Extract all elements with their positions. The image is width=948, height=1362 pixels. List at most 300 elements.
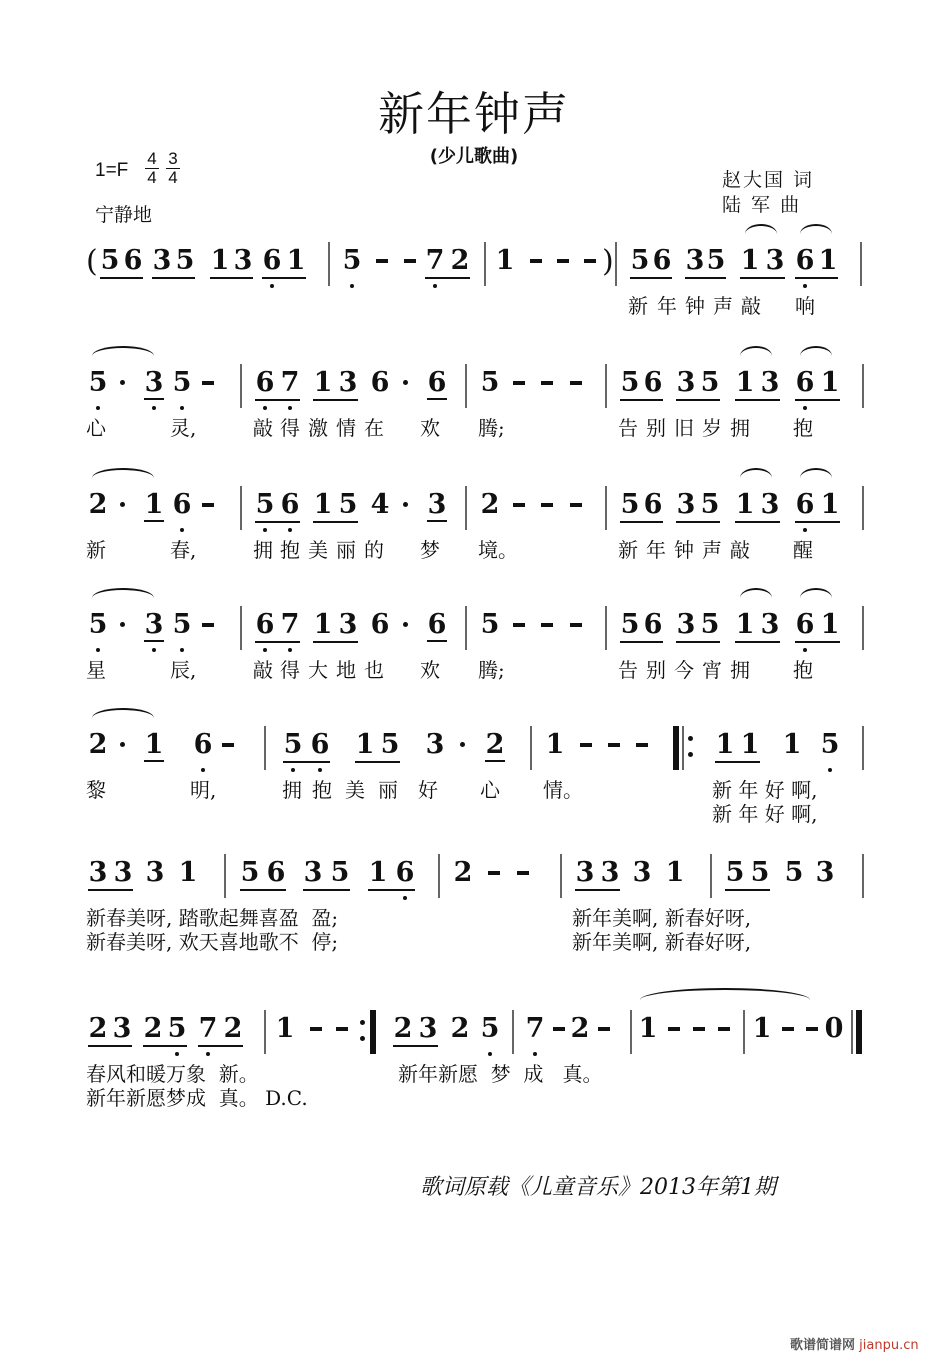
lyric-char: 拥 [730,416,750,440]
tempo-marking: 宁静地 [95,204,153,226]
lyric-char: 抱 [793,658,813,682]
augmentation-dot [120,380,125,385]
composer-credit: 陆 军 曲 [722,194,802,216]
dash [202,503,214,507]
lyric-char: 别 [646,416,666,440]
note: 3 [600,857,620,888]
dash [636,743,648,747]
eighth-beam [100,277,143,279]
note-low: 7 [425,246,445,276]
note: 3 [575,857,595,888]
song-title: 新年钟声 [378,87,570,141]
lyric-char: 在 [364,416,384,440]
lyric-char: 新 [86,538,106,562]
note: 3 [338,609,358,640]
note: 5 [338,489,358,520]
slur [92,468,154,488]
lyric-char: 声 [702,538,722,562]
note-low: 6 [280,490,300,520]
score-row-7 [0,1014,948,1124]
note: 1 [665,857,685,888]
eighth-beam [393,1045,438,1047]
lyrics-verse-1: 春风和暖万象 新。 [86,1062,259,1086]
note-low: 5 [342,246,362,276]
note-low: 3 [144,610,164,642]
dash [806,1027,818,1031]
lyric-char: 敲 [730,538,750,562]
note: 1 [275,1013,295,1044]
barline [530,726,532,770]
note-low: 7 [525,1014,545,1044]
eighth-beam [88,1045,132,1047]
note: 2 [393,1013,413,1044]
dash [202,381,214,385]
note: 5 [100,245,120,276]
note: 5 [480,609,500,640]
lyric-char: 新 [618,538,638,562]
eighth-beam [630,277,672,279]
note: 2 [223,1013,243,1044]
note: 6 [123,245,143,276]
open-paren: ( [86,244,98,279]
eighth-beam [795,521,840,523]
note-low: 7 [280,610,300,640]
lyrics-verse-2: 新春美呀, 欢天喜地歌不 停; [86,930,339,954]
note: 5 [630,245,650,276]
lyric-char: 辰, [170,658,197,682]
dash [517,871,529,875]
note: 2 [570,1013,590,1044]
lyrics-verse-2: 新 年 好 啊, [712,802,818,826]
slur [740,588,772,608]
eighth-beam [262,277,306,279]
note-low: 6 [255,368,275,398]
dash [541,381,553,385]
eighth-beam [685,277,726,279]
lyric-char: 腾; [478,416,505,440]
note: 2 [450,1013,470,1044]
dash [782,1027,794,1031]
barline [264,1010,266,1054]
note: 1 [286,245,306,276]
barline [328,242,330,286]
barline [438,854,440,898]
slur [800,224,832,244]
dash [404,259,416,263]
lyric-char: 也 [364,658,384,682]
eighth-beam [313,399,358,401]
lyric-char: 拥 [282,778,302,802]
score-row-6 [0,858,948,968]
note: 3 [338,367,358,398]
slur [745,224,777,244]
eighth-beam [255,399,300,401]
eighth-beam [725,889,770,891]
eighth-beam [368,889,415,891]
note: 1 [313,609,333,640]
augmentation-dot [120,502,125,507]
note: 2 [88,729,108,760]
dash [513,503,525,507]
dash [570,381,582,385]
lyric-char: 情 [336,416,356,440]
eighth-beam [735,641,780,643]
eighth-beam [313,521,358,523]
note: 1 [144,729,164,760]
note: 2 [480,489,500,520]
note-low: 5 [172,368,192,398]
dash [668,1027,680,1031]
lyrics-verse-2-cont: 新年美啊, 新春好呀, [572,930,752,954]
note: 3 [425,729,445,760]
lyric-char: 岁 [702,416,722,440]
lyric-char: 心 [480,778,500,802]
barline [743,1010,745,1054]
note: 1 [740,245,760,276]
note: 5 [380,729,400,760]
note: 2 [485,729,505,760]
barline [264,726,266,770]
note: 3 [303,857,323,888]
slur [800,588,832,608]
barline [710,854,712,898]
eighth-beam [198,1045,243,1047]
barline [605,486,607,530]
lyrics-verse-1-cont: 新年美啊, 新春好呀, [572,906,752,930]
note: 1 [313,367,333,398]
barline [862,854,864,898]
barline [862,486,864,530]
eighth-beam [575,889,620,891]
note: 5 [700,609,720,640]
dash [584,259,596,263]
lyrics-verse-2: 新年新愿梦成 真。 D.C. [86,1086,308,1110]
source-note: 歌词原载《儿童音乐》2013年第1期 [420,1175,776,1200]
note: 2 [450,245,470,276]
dash [541,503,553,507]
barline [682,726,684,770]
note: 2 [143,1013,163,1044]
note: 6 [652,245,672,276]
note: 1 [144,489,164,520]
dash [513,381,525,385]
note: 1 [782,729,802,760]
note: 3 [152,245,172,276]
note: 1 [740,729,760,760]
note-low: 5 [172,610,192,640]
note: 1 [820,489,840,520]
barline [630,1010,632,1054]
score-row-3 [0,490,948,600]
note: 2 [88,489,108,520]
lyric-char: 告 [618,658,638,682]
lyric-char: 拥 [730,658,750,682]
repeat-start-barline [673,726,679,770]
note: 1 [545,729,565,760]
lyric-char: 敲 [253,416,273,440]
augmentation-dot [403,502,408,507]
barline [224,854,226,898]
lyric-char: 灵, [170,416,197,440]
eighth-beam [676,399,720,401]
note: 3 [145,857,165,888]
note: 3 [418,1013,438,1044]
note: 5 [620,609,640,640]
eighth-beam [143,1045,187,1047]
note: 1 [735,489,755,520]
note-low: 5 [820,730,840,760]
note: 1 [752,1013,772,1044]
lyric-char: 拥 [253,538,273,562]
watermark-url: jianpu.cn [859,1338,919,1353]
lyrics-verse-1: 新 年 好 啊, [712,778,818,802]
slur [800,468,832,488]
note: 6 [643,367,663,398]
note: 1 [313,489,333,520]
barline [240,486,242,530]
note: 3 [676,489,696,520]
barline [240,606,242,650]
note: 6 [427,367,447,398]
lyric-char: 地 [336,658,356,682]
note-low: 6 [193,730,213,760]
note-low: 6 [395,858,415,888]
lyric-char: 美 [345,778,365,802]
barline [605,364,607,408]
note: 3 [760,367,780,398]
lyric-char: 黎 [86,778,106,802]
note: 6 [643,489,663,520]
lyric-char: 欢 [420,658,440,682]
lyric-char: 旧 [674,416,694,440]
lyric-char: 得 [280,416,300,440]
note: 1 [820,367,840,398]
barline [465,364,467,408]
note-low: 5 [283,730,303,760]
eighth-beam [735,521,780,523]
lyrics-line: 新 [628,294,648,318]
slur [740,346,772,366]
song-subtitle: (少儿歌曲) [429,146,519,167]
dash [336,1027,348,1031]
eighth-beam [425,277,470,279]
note-low: 7 [280,368,300,398]
eighth-beam [676,641,720,643]
dash [376,259,388,263]
lyric-char: 敲 [253,658,273,682]
note: 2 [453,857,473,888]
lyrics-verse-1: 新春美呀, 踏歌起舞喜盈 盈; [86,906,339,930]
time-signature-3-4: 3 4 [166,150,180,187]
note: 3 [760,489,780,520]
repeat-end-barline [370,1010,376,1054]
dash [570,623,582,627]
eighth-beam [740,277,785,279]
eighth-beam [240,889,286,891]
watermark-text: 歌谱简谱网 [790,1338,856,1353]
note-low: 6 [795,490,815,520]
dash [570,503,582,507]
eighth-beam [303,889,350,891]
barline [862,726,864,770]
eighth-beam [620,399,663,401]
lyric-char: 腾; [478,658,505,682]
lyric-char: 别 [646,658,666,682]
lyric-char: 敲 [741,294,761,318]
slur [92,588,154,608]
note: 4 [370,489,390,520]
note-low: 6 [255,610,275,640]
barline [860,242,862,286]
lyric-char: 星 [86,658,106,682]
note: 5 [784,857,804,888]
note-low: 5 [88,610,108,640]
eighth-beam [313,641,358,643]
note-low: 3 [144,368,164,400]
slur [740,468,772,488]
key-signature: 1=F [95,160,129,181]
lyric-char: 得 [280,658,300,682]
dash [202,623,214,627]
dash [553,1027,565,1031]
note-low: 6 [310,730,330,760]
lyric-char: 丽 [378,778,398,802]
lyric-char: 钟 [674,538,694,562]
note: 5 [240,857,260,888]
note: 1 [495,245,515,276]
score-row-5 [0,730,948,840]
close-paren: ) [602,244,614,279]
augmentation-dot [403,622,408,627]
lyric-char: 年 [657,294,677,318]
note: 5 [700,367,720,398]
barline [512,1010,514,1054]
note-low: 5 [255,490,275,520]
eighth-beam [283,761,330,763]
note: 5 [725,857,745,888]
lyric-char: 的 [364,538,384,562]
note: 1 [818,245,838,276]
note-low: 6 [795,368,815,398]
note: 5 [706,245,726,276]
eighth-beam [795,399,840,401]
note: 6 [370,367,390,398]
note: 1 [735,609,755,640]
dash [693,1027,705,1031]
note: 1 [735,367,755,398]
barline [605,606,607,650]
lyric-char: 激 [308,416,328,440]
lyric-char: 好 [418,778,438,802]
barline [240,364,242,408]
note-low: 6 [795,610,815,640]
lyric-char: 声 [713,294,733,318]
tie [640,988,810,1012]
note: 3 [632,857,652,888]
lyric-char: 美 [308,538,328,562]
score-row-4 [0,610,948,720]
lyric-char: 告 [618,416,638,440]
note: 5 [700,489,720,520]
eighth-beam [795,641,840,643]
dash [488,871,500,875]
note: 5 [750,857,770,888]
dash [557,259,569,263]
dash [598,1027,610,1031]
note: 6 [643,609,663,640]
augmentation-dot [120,742,125,747]
eighth-beam [676,521,720,523]
slur [800,346,832,366]
note: 3 [676,367,696,398]
eighth-beam [210,277,253,279]
dash [718,1027,730,1031]
note: 2 [88,1013,108,1044]
barline [465,486,467,530]
eighth-beam [715,761,760,763]
note: 1 [820,609,840,640]
note: 5 [620,367,640,398]
barline [484,242,486,286]
lyric-char: 情。 [543,778,583,802]
note-low: 7 [198,1014,218,1044]
lyric-char: 梦 [420,538,440,562]
note: 6 [427,609,447,640]
score-row-2 [0,368,948,478]
barline [862,606,864,650]
note: 1 [368,857,388,888]
lyricist-credit: 赵大国 词 [722,169,815,191]
dash [530,259,542,263]
lyric-char: 境。 [478,538,518,562]
note: 3 [760,609,780,640]
note: 5 [620,489,640,520]
eighth-beam [255,521,300,523]
dash [608,743,620,747]
slur [92,708,154,728]
barline [862,364,864,408]
note: 3 [427,489,447,520]
lyric-char: 大 [308,658,328,682]
eighth-beam [88,889,133,891]
score-row-1 [0,246,948,356]
lyric-char: 心 [86,416,106,440]
lyric-char: 抱 [280,538,300,562]
note: 3 [815,857,835,888]
augmentation-dot [460,742,465,747]
slur [92,346,154,366]
lyric-char: 春, [170,538,197,562]
eighth-beam [152,277,195,279]
eighth-beam [355,761,400,763]
lyric-char: 欢 [420,416,440,440]
note: 3 [685,245,705,276]
note-low: 6 [795,246,815,276]
lyric-char: 宵 [702,658,722,682]
note: 5 [175,245,195,276]
barline [615,242,617,286]
note: 6 [370,609,390,640]
note: 1 [638,1013,658,1044]
note: 3 [765,245,785,276]
note-low: 5 [88,368,108,398]
note: 3 [113,857,133,888]
barline [465,606,467,650]
note: 1 [355,729,375,760]
lyrics-coda: 新年新愿 梦 成 真。 [398,1062,603,1086]
note: 6 [266,857,286,888]
watermark [790,1334,919,1353]
